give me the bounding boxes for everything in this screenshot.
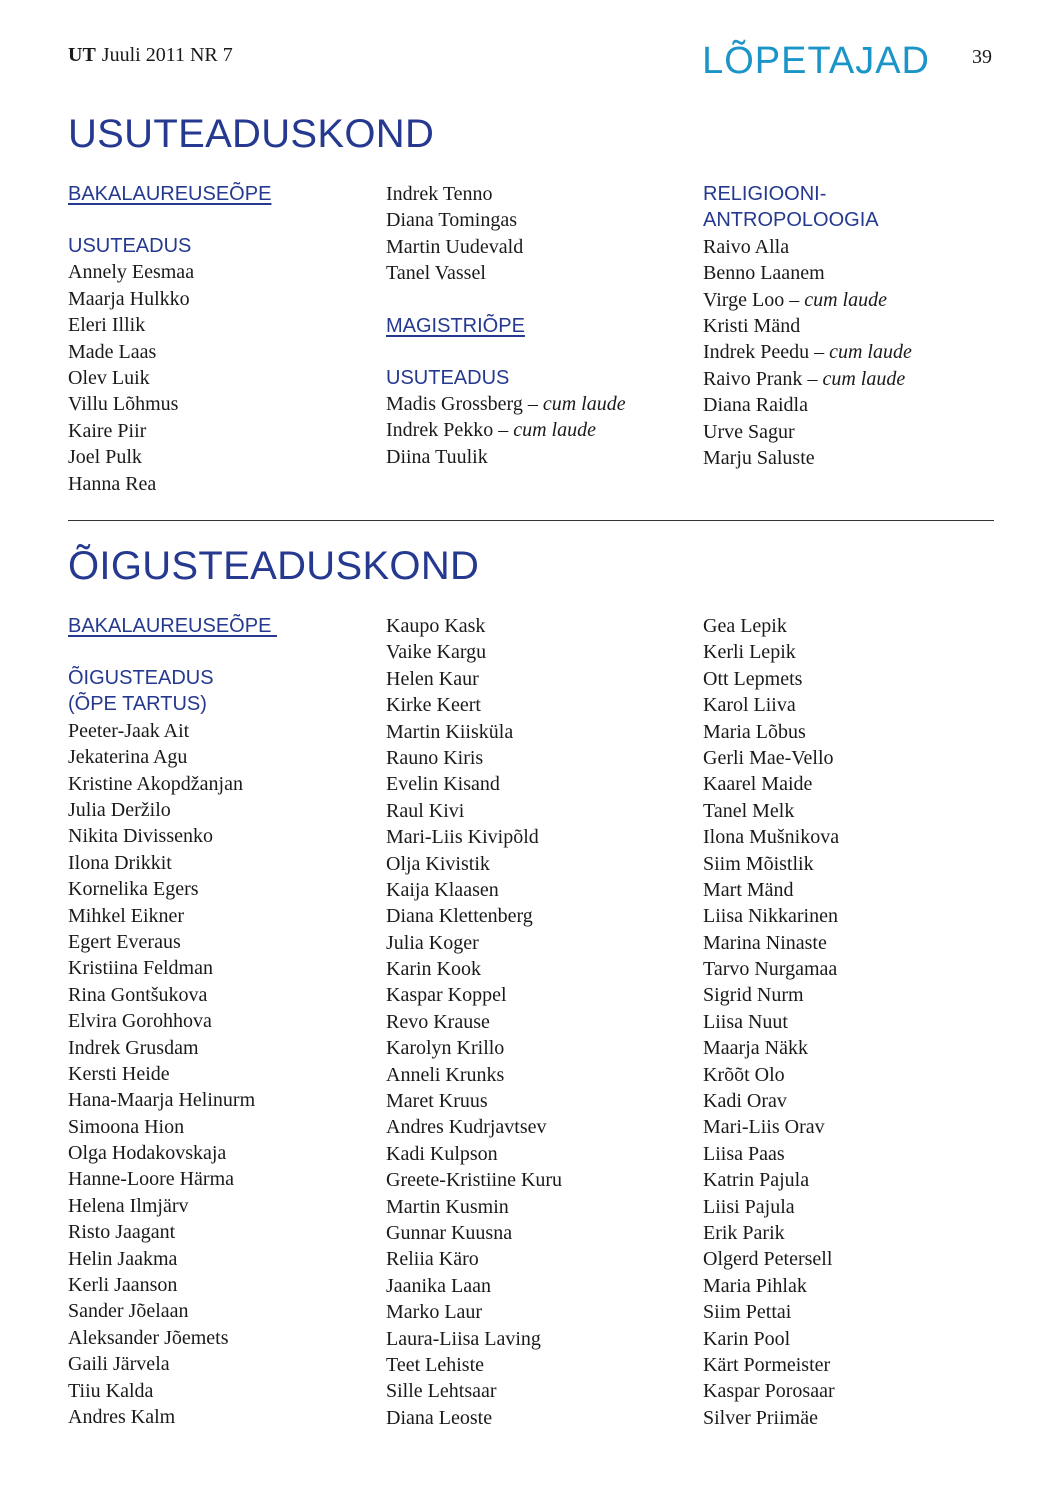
graduate-name: Liisi Pajula [703, 1195, 795, 1218]
section-title: LÕPETAJAD [702, 40, 930, 82]
page-number: 39 [972, 46, 992, 68]
program-heading: USUTEADUS [68, 235, 192, 257]
graduate-name: Kadi Orav [703, 1090, 787, 1113]
graduate-name: Urve Sagur [703, 420, 795, 443]
graduate-name: Kristiina Feldman [68, 957, 213, 980]
graduate-name: Made Laas [68, 340, 157, 363]
graduate-name: Rauno Kiris [386, 746, 484, 769]
graduate-name: Katrin Pajula [703, 1169, 810, 1192]
graduate-list [703, 234, 1003, 472]
publication-name: UT [68, 44, 96, 66]
graduate-name: Kornelika Egers [68, 878, 199, 901]
program-heading: ANTROPOLOOGIA [703, 209, 879, 232]
graduate-name: Gaili Järvela [68, 1353, 170, 1376]
graduate-list [68, 259, 368, 497]
graduate-name: Andres Kalm [68, 1405, 176, 1428]
graduate-name: Gunnar Kuusna [386, 1221, 513, 1244]
program-heading: ÕIGUSTEADUS [68, 667, 214, 689]
graduate-name: Villu Lõhmus [68, 393, 179, 416]
graduate-name: Maret Kruus [386, 1090, 488, 1113]
graduate-name: Virge Loo – cum laude [703, 288, 887, 311]
graduate-name: Marko Laur [386, 1301, 483, 1324]
graduate-name: Siim Pettai [703, 1301, 792, 1324]
graduate-name: Martin Kiisküla [386, 720, 514, 743]
masthead [68, 44, 233, 67]
graduate-name: Kaarel Maide [703, 773, 813, 796]
program-heading: (ÕPE TARTUS) [68, 693, 207, 716]
graduate-name: Kristi Mänd [703, 314, 801, 337]
graduate-name: Krõõt Olo [703, 1063, 785, 1086]
graduate-name: Raivo Alla [703, 235, 790, 258]
graduate-name: Risto Jaagant [68, 1221, 176, 1244]
graduate-name: Evelin Kisand [386, 773, 500, 796]
graduate-name: Laura-Liisa Laving [386, 1327, 541, 1350]
graduate-name: Martin Kusmin [386, 1195, 509, 1218]
graduate-name: Kaspar Koppel [386, 984, 507, 1007]
graduate-name: Kerli Jaanson [68, 1274, 178, 1297]
graduate-name: Maria Pihlak [703, 1274, 807, 1297]
graduate-name: Marina Ninaste [703, 931, 827, 954]
graduate-name: Mihkel Eikner [68, 904, 185, 927]
graduate-name: Olja Kivistik [386, 852, 490, 875]
study-level-heading: MAGISTRIÕPE [386, 314, 525, 337]
honors-label: cum laude [513, 419, 596, 442]
graduate-name: Kärt Pormeister [703, 1353, 831, 1376]
graduate-list [386, 181, 686, 287]
graduate-list [386, 391, 686, 470]
graduate-name: Nikita Divissenko [68, 825, 213, 848]
honors-label: cum laude [804, 288, 887, 311]
graduate-name: Indrek Pekko – cum laude [386, 419, 596, 442]
graduate-name: Mari-Liis Kivipõld [386, 826, 539, 849]
graduate-name: Liisa Nuut [703, 1010, 788, 1033]
graduate-name: Joel Pulk [68, 446, 142, 469]
graduate-list [386, 613, 686, 1431]
graduate-name: Gerli Mae-Vello [703, 746, 834, 769]
graduate-name: Simoona Hion [68, 1115, 185, 1138]
graduate-name: Madis Grossberg – cum laude [386, 392, 626, 415]
graduate-name: Reliia Käro [386, 1248, 479, 1271]
graduate-name: Sander Jõelaan [68, 1300, 189, 1323]
graduate-name: Karin Kook [386, 958, 481, 981]
graduate-name: Mari-Liis Orav [703, 1116, 825, 1139]
graduate-name: Maarja Näkk [703, 1037, 808, 1060]
study-level-heading: BAKALAUREUSEÕPE [68, 615, 277, 637]
graduate-name: Kadi Kulpson [386, 1142, 498, 1165]
column-1 [68, 181, 368, 497]
graduate-name: Kaija Klaasen [386, 878, 499, 901]
graduate-name: Diina Tuulik [386, 445, 488, 468]
graduate-name: Egert Everaus [68, 930, 181, 953]
issue-info: Juuli 2011 NR 7 [101, 44, 233, 66]
graduate-name: Tarvo Nurgamaa [703, 958, 838, 981]
column-2 [386, 181, 686, 470]
graduate-name: Indrek Tenno [386, 183, 493, 205]
graduate-name: Eleri Illik [68, 314, 146, 337]
graduate-name: Peeter-Jaak Ait [68, 719, 190, 742]
graduate-name: Kristine Akopdžanjan [68, 772, 243, 795]
graduate-list [68, 718, 368, 1431]
graduate-name: Julia Deržilo [68, 798, 171, 821]
graduate-name: Kaire Piir [68, 419, 147, 442]
graduate-name: Elvira Gorohhova [68, 1010, 212, 1033]
graduate-name: Andres Kudrjavtsev [386, 1116, 547, 1139]
graduate-name: Benno Laanem [703, 262, 825, 285]
graduate-name: Raivo Prank – cum laude [703, 367, 906, 390]
honors-label: cum laude [829, 341, 912, 364]
graduate-name: Ott Lepmets [703, 667, 803, 690]
graduate-name: Helen Kaur [386, 667, 479, 690]
graduate-name: Rina Gontšukova [68, 983, 208, 1006]
graduate-name: Olev Luik [68, 366, 150, 389]
graduate-name: Tanel Vassel [386, 262, 486, 285]
graduate-name: Siim Mõistlik [703, 852, 814, 875]
graduate-name: Sille Lehtsaar [386, 1380, 497, 1403]
graduate-name: Karol Liiva [703, 694, 796, 717]
graduate-name: Kaupo Kask [386, 615, 486, 637]
graduate-name: Liisa Paas [703, 1142, 785, 1165]
faculty-title: USUTEADUSKOND [68, 112, 435, 156]
graduate-name: Kaspar Porosaar [703, 1380, 835, 1403]
graduate-name: Jekaterina Agu [68, 746, 188, 769]
graduate-name: Hanne-Loore Härma [68, 1168, 235, 1191]
program-heading: USUTEADUS [386, 366, 510, 389]
graduate-name: Indrek Peedu – cum laude [703, 341, 912, 364]
graduate-name: Julia Koger [386, 931, 479, 954]
column-1 [68, 613, 368, 1430]
graduate-name: Greete-Kristiine Kuru [386, 1169, 563, 1192]
graduate-name: Vaike Kargu [386, 641, 487, 664]
column-2 [386, 613, 686, 1431]
graduate-name: Hanna Rea [68, 472, 157, 495]
graduate-name: Marju Saluste [703, 446, 815, 469]
graduate-name: Erik Parik [703, 1221, 785, 1244]
faculty-title: ÕIGUSTEADUSKOND [68, 544, 480, 588]
graduate-name: Teet Lehiste [386, 1353, 484, 1376]
graduate-name: Liisa Nikkarinen [703, 905, 838, 928]
graduate-name: Jaanika Laan [386, 1274, 491, 1297]
graduate-name: Annely Eesmaa [68, 261, 195, 284]
graduate-name: Olgerd Petersell [703, 1248, 833, 1271]
section-divider [68, 520, 994, 521]
graduate-name: Hana-Maarja Helinurm [68, 1089, 256, 1112]
graduate-name: Martin Uudevald [386, 235, 524, 258]
graduate-name: Ilona Mušnikova [703, 826, 840, 849]
graduate-name: Maarja Hulkko [68, 287, 190, 310]
graduate-name: Diana Leoste [386, 1406, 493, 1429]
graduate-name: Sigrid Nurm [703, 984, 804, 1007]
graduate-name: Kerli Lepik [703, 641, 796, 664]
graduate-name: Gea Lepik [703, 615, 787, 637]
column-3 [703, 181, 1003, 471]
graduate-name: Ilona Drikkit [68, 851, 172, 874]
graduate-name: Diana Klettenberg [386, 905, 533, 928]
honors-label: cum laude [822, 367, 906, 390]
graduate-name: Helena Ilmjärv [68, 1194, 189, 1217]
graduate-name: Maria Lõbus [703, 720, 806, 743]
honors-label: cum laude [542, 392, 626, 415]
graduate-name: Mart Mänd [703, 878, 794, 901]
graduate-name: Karin Pool [703, 1327, 791, 1350]
column-3 [703, 613, 1003, 1431]
graduate-name: Anneli Krunks [386, 1063, 505, 1086]
graduate-name: Tanel Melk [703, 799, 795, 822]
graduate-name: Revo Krause [386, 1010, 490, 1033]
graduate-name: Silver Priimäe [703, 1406, 818, 1429]
graduate-name: Raul Kivi [386, 799, 465, 822]
graduate-name: Diana Tomingas [386, 209, 517, 232]
graduate-name: Kirke Keert [386, 694, 481, 717]
graduate-name: Karolyn Krillo [386, 1037, 505, 1060]
graduate-name: Helin Jaakma [68, 1247, 178, 1270]
graduate-name: Diana Raidla [703, 394, 808, 417]
graduate-name: Olga Hodakovskaja [68, 1142, 227, 1165]
graduate-name: Aleksander Jõemets [68, 1326, 229, 1349]
graduate-list [703, 613, 1003, 1431]
study-level-heading: BAKALAUREUSEÕPE [68, 183, 272, 205]
graduate-name: Indrek Grusdam [68, 1036, 199, 1059]
program-heading: RELIGIOONI- [703, 183, 827, 205]
graduate-name: Kersti Heide [68, 1062, 170, 1085]
graduate-name: Tiiu Kalda [68, 1379, 154, 1402]
